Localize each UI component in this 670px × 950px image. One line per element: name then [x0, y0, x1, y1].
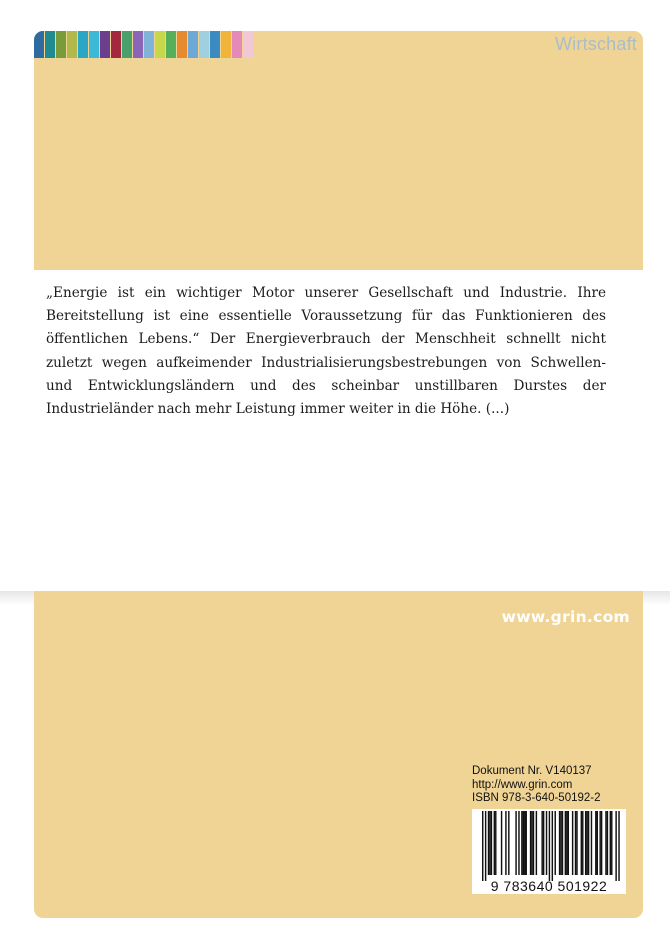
color-stripe [221, 31, 231, 58]
barcode-bar [582, 811, 583, 875]
category-label: Wirtschaft [554, 34, 637, 54]
barcode-bar [565, 811, 566, 875]
cover-blurb [46, 282, 606, 421]
barcode-bar [591, 811, 592, 875]
barcode-bar [523, 811, 524, 875]
barcode-bar [610, 811, 611, 875]
barcode-bar [505, 811, 506, 875]
blurb-line: „Energie ist ein wichtiger Motor unserer Gesellschaft und Industrie. Ihre [46, 285, 606, 301]
barcode-bar [495, 811, 496, 875]
barcode-bar [552, 811, 553, 881]
barcode-bar [543, 811, 544, 875]
barcode-bar [572, 811, 573, 875]
color-stripe [166, 31, 176, 58]
barcode-bar [485, 811, 486, 881]
barcode-bar [518, 811, 519, 875]
barcode-bar [533, 811, 534, 875]
color-stripe [89, 31, 99, 58]
barcode-bar [482, 811, 483, 881]
barcode-bar [491, 811, 492, 875]
barcode-bar [597, 811, 598, 875]
barcode-bar [526, 811, 527, 875]
barcode-bar [586, 811, 587, 875]
color-stripe [67, 31, 77, 58]
barcode-bar [562, 811, 563, 875]
blurb-line: Industrieländer nach mehr Leistung immer weiter in die Höhe. (...) [46, 401, 510, 418]
barcode-bar [546, 811, 547, 875]
barcode-digits: 9 783640 501922 [490, 878, 608, 894]
color-stripe [155, 31, 165, 58]
barcode-bar [599, 811, 600, 875]
barcode-bar [559, 811, 560, 875]
barcode-bar [494, 811, 495, 875]
color-stripe [243, 31, 253, 58]
barcode-bar [568, 811, 569, 875]
barcode-bar [521, 811, 522, 875]
isbn-number: ISBN 978-3-640-50192-2 [472, 792, 601, 804]
color-stripe [144, 31, 154, 58]
color-stripe [188, 31, 198, 58]
color-stripe [111, 31, 121, 58]
color-stripe [78, 31, 88, 58]
barcode-bar [575, 811, 576, 875]
blurb-line: Bereitstellung ist eine essentielle Voraussetzung für das Funktionieren des [46, 308, 606, 325]
blurb-line: zuletzt wegen aufkeimender Industrialisierungsbestrebungen von Schwellen- [46, 354, 606, 371]
barcode-bar [536, 811, 537, 875]
barcode-bar [615, 811, 616, 881]
color-stripe [122, 31, 132, 58]
isbn-barcode [472, 809, 626, 894]
document-url: http://www.grin.com [472, 778, 573, 791]
barcode-bar [541, 811, 542, 875]
barcode-bar [566, 811, 567, 875]
barcode-bar [488, 811, 489, 875]
barcode-bar [515, 811, 516, 875]
barcode-bar [530, 811, 531, 875]
blurb-line: öffentlichen Lebens.“ Der Energieverbrauch der Menschheit schnellt nicht [46, 331, 606, 348]
color-stripes [34, 31, 254, 58]
color-stripe [100, 31, 110, 58]
barcode-bar [601, 811, 602, 875]
color-stripe [133, 31, 143, 58]
bottom-color-panel [34, 591, 643, 918]
barcode-bar [508, 811, 509, 875]
barcode-bar [549, 811, 550, 881]
color-stripe [232, 31, 242, 58]
color-stripe [56, 31, 66, 58]
barcode-bar [576, 811, 577, 875]
color-stripe [199, 31, 209, 58]
barcode-bar [581, 811, 582, 875]
barcode-bar [489, 811, 490, 875]
barcode-bar [618, 811, 619, 881]
publisher-website: www.grin.com [501, 608, 630, 626]
top-color-panel [34, 31, 643, 270]
barcode-bar [501, 811, 502, 875]
barcode-bar [611, 811, 612, 875]
document-info [472, 765, 601, 806]
barcode-bar [524, 811, 525, 875]
color-stripe [45, 31, 55, 58]
barcode-bar [531, 811, 532, 875]
color-stripe [34, 31, 44, 58]
color-stripe [177, 31, 187, 58]
barcode-bar [560, 811, 561, 875]
barcode-bar [595, 811, 596, 875]
document-number: Dokument Nr. V140137 [472, 765, 592, 777]
barcode-bar [607, 811, 608, 875]
barcode-bar [588, 811, 589, 875]
barcode-bar [605, 811, 606, 875]
blurb-line: und Entwicklungsländern und des scheinbar unstillbaren Durstes der [46, 377, 606, 394]
barcode-bar [555, 811, 556, 875]
barcode-bar [585, 811, 586, 875]
color-stripe [210, 31, 220, 58]
